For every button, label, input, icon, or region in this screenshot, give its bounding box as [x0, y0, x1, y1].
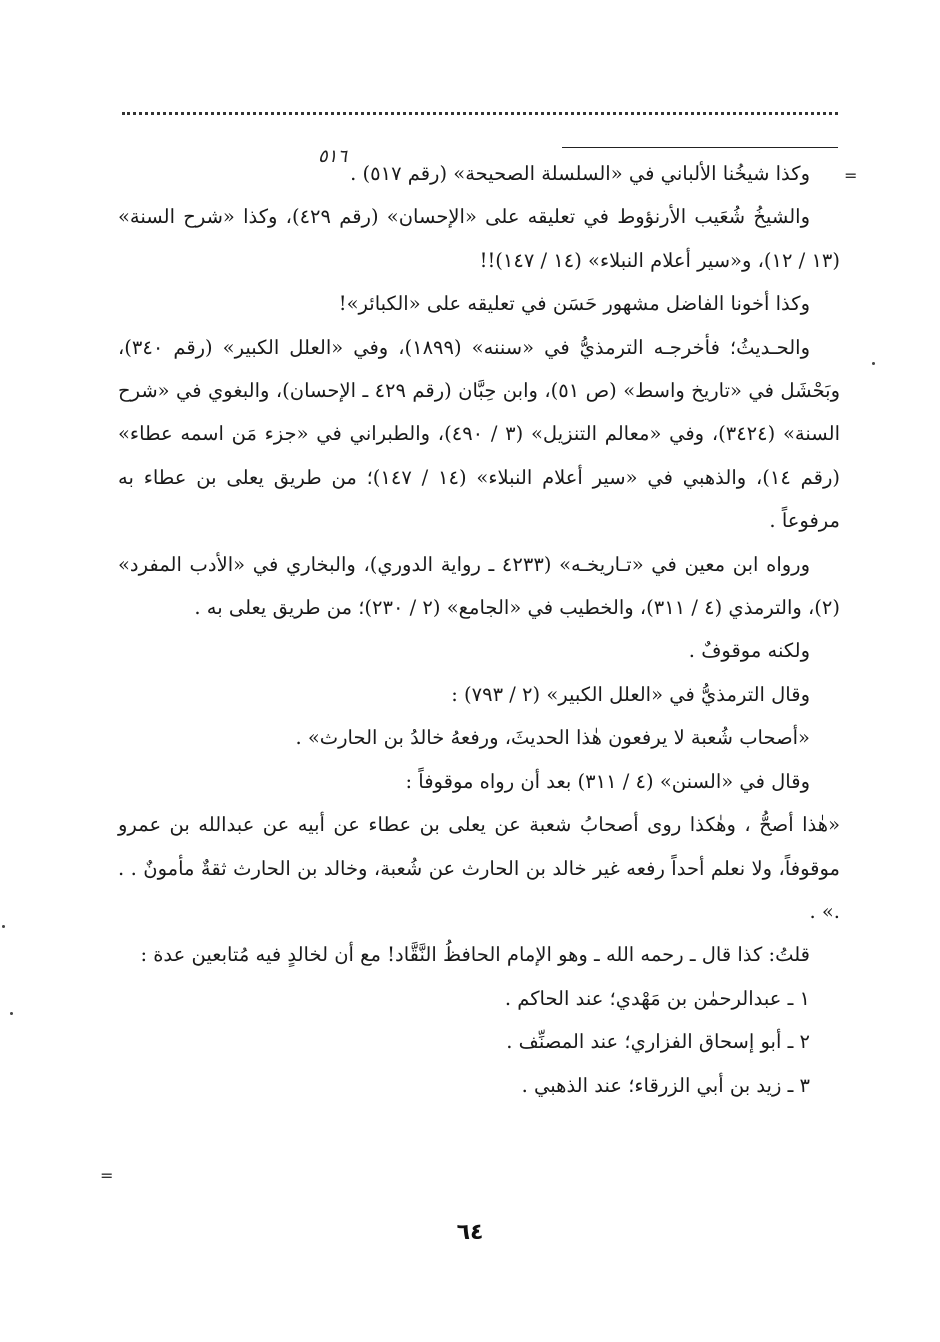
margin-mark-top: =: [844, 166, 858, 185]
margin-dot: [2, 925, 5, 928]
paragraph: ولكنه موقوفٌ .: [688, 639, 810, 663]
list-item: ٣ ـ زيد بن أبي الزرقاء؛ عند الذهبي .: [521, 1073, 810, 1097]
margin-dot: [10, 1012, 13, 1015]
paragraph: والحـديثُ؛ فأخرجـه الترمذيُّ في «سننه» (١٨٩٩)، وفي «العلل الكبير» (رقم ٣٤٠)، وبَحْشَل في «تاريخ واسط» (ص ٥١)، وابن حِبَّان (رقم ٤٢٩ ـ الإحسان)، والبغوي في «شرح السنة» (٣٤٢٤)، وفي «معالم التنزيل» (٣ / ٤٩٠)، والطبراني في «جزء مَن اسمه عطاء» (رقم ١٤)، والذهبي في «سير أعلام النبلاء» (١٤ / ١٤٧)؛ من طريق يعلى بن عطاء به مرفوعاً .: [118, 335, 840, 533]
paragraph: والشيخُ شُعَيب الأرنؤوط في تعليقه على «الإحسان» (رقم ٤٢٩)، وكذا «شرح السنة» (١٣ / ١٢)، و«سير أعلام النبلاء» (١٤ / ١٤٧)!!: [118, 205, 840, 272]
header-dotted-rule: [122, 112, 838, 115]
margin-dot: [872, 362, 875, 365]
page-number: ٦٤: [456, 1220, 484, 1245]
paragraph: وكذا شيخُنا الألباني في «السلسلة الصحيحة» (رقم ٥١٧) .: [350, 162, 810, 185]
quote-paragraph: «أصحاب شُعبة لا يرفعون هٰذا الحديثَ، ورفعهُ خالدُ بن الحارث» .: [295, 726, 810, 750]
header-solid-rule: [562, 147, 838, 148]
paragraph: وقال في «السنن» (٤ / ٣١١) بعد أن رواه موقوفاً :: [405, 769, 810, 793]
quote-paragraph: «هٰذا أصحُّ ، وهٰكذا روى أصحابُ شعبة عن يعلى بن عطاء عن أبيه عن عبدالله بن عمرو موقوفاً، ولا نعلم أحداً رفعه غير خالد بن الحارث عن شُعبة، وخالد بن الحارث ثقةٌ مأمونٌ . . .» .: [118, 813, 840, 923]
paragraph: وكذا أخونا الفاضل مشهور حَسَن في تعليقه على «الكبائر»!: [338, 292, 810, 316]
paragraph: ورواه ابن معين في «تـاريخـه» (٤٢٣٣ ـ رواية الدوري)، والبخاري في «الأدب المفرد» (٢)، والترمذي (٤ / ٣١١)، والخطيب في «الجامع» (٢ / ٢٣٠)؛ من طريق يعلى به .: [118, 552, 840, 620]
list-item: ٢ ـ أبو إسحاق الفزاري؛ عند المصنِّف .: [506, 1030, 810, 1054]
list-item: ١ ـ عبدالرحمٰن بن مَهْدي؛ عند الحاكم .: [504, 986, 810, 1010]
page-body: [118, 152, 840, 1107]
margin-mark-bottom: =: [100, 1166, 114, 1185]
handwritten-page-number: ٥١٦: [318, 146, 348, 167]
paragraph: وقال الترمذيُّ في «العلل الكبير» (٢ / ٧٩٣) :: [451, 682, 810, 706]
paragraph: قلتُ: كذا قال ـ رحمه الله ـ وهو الإمام الحافظُ النَّقَّاد! مع أن لخالدٍ فيه مُتابعين عدة :: [140, 943, 810, 967]
